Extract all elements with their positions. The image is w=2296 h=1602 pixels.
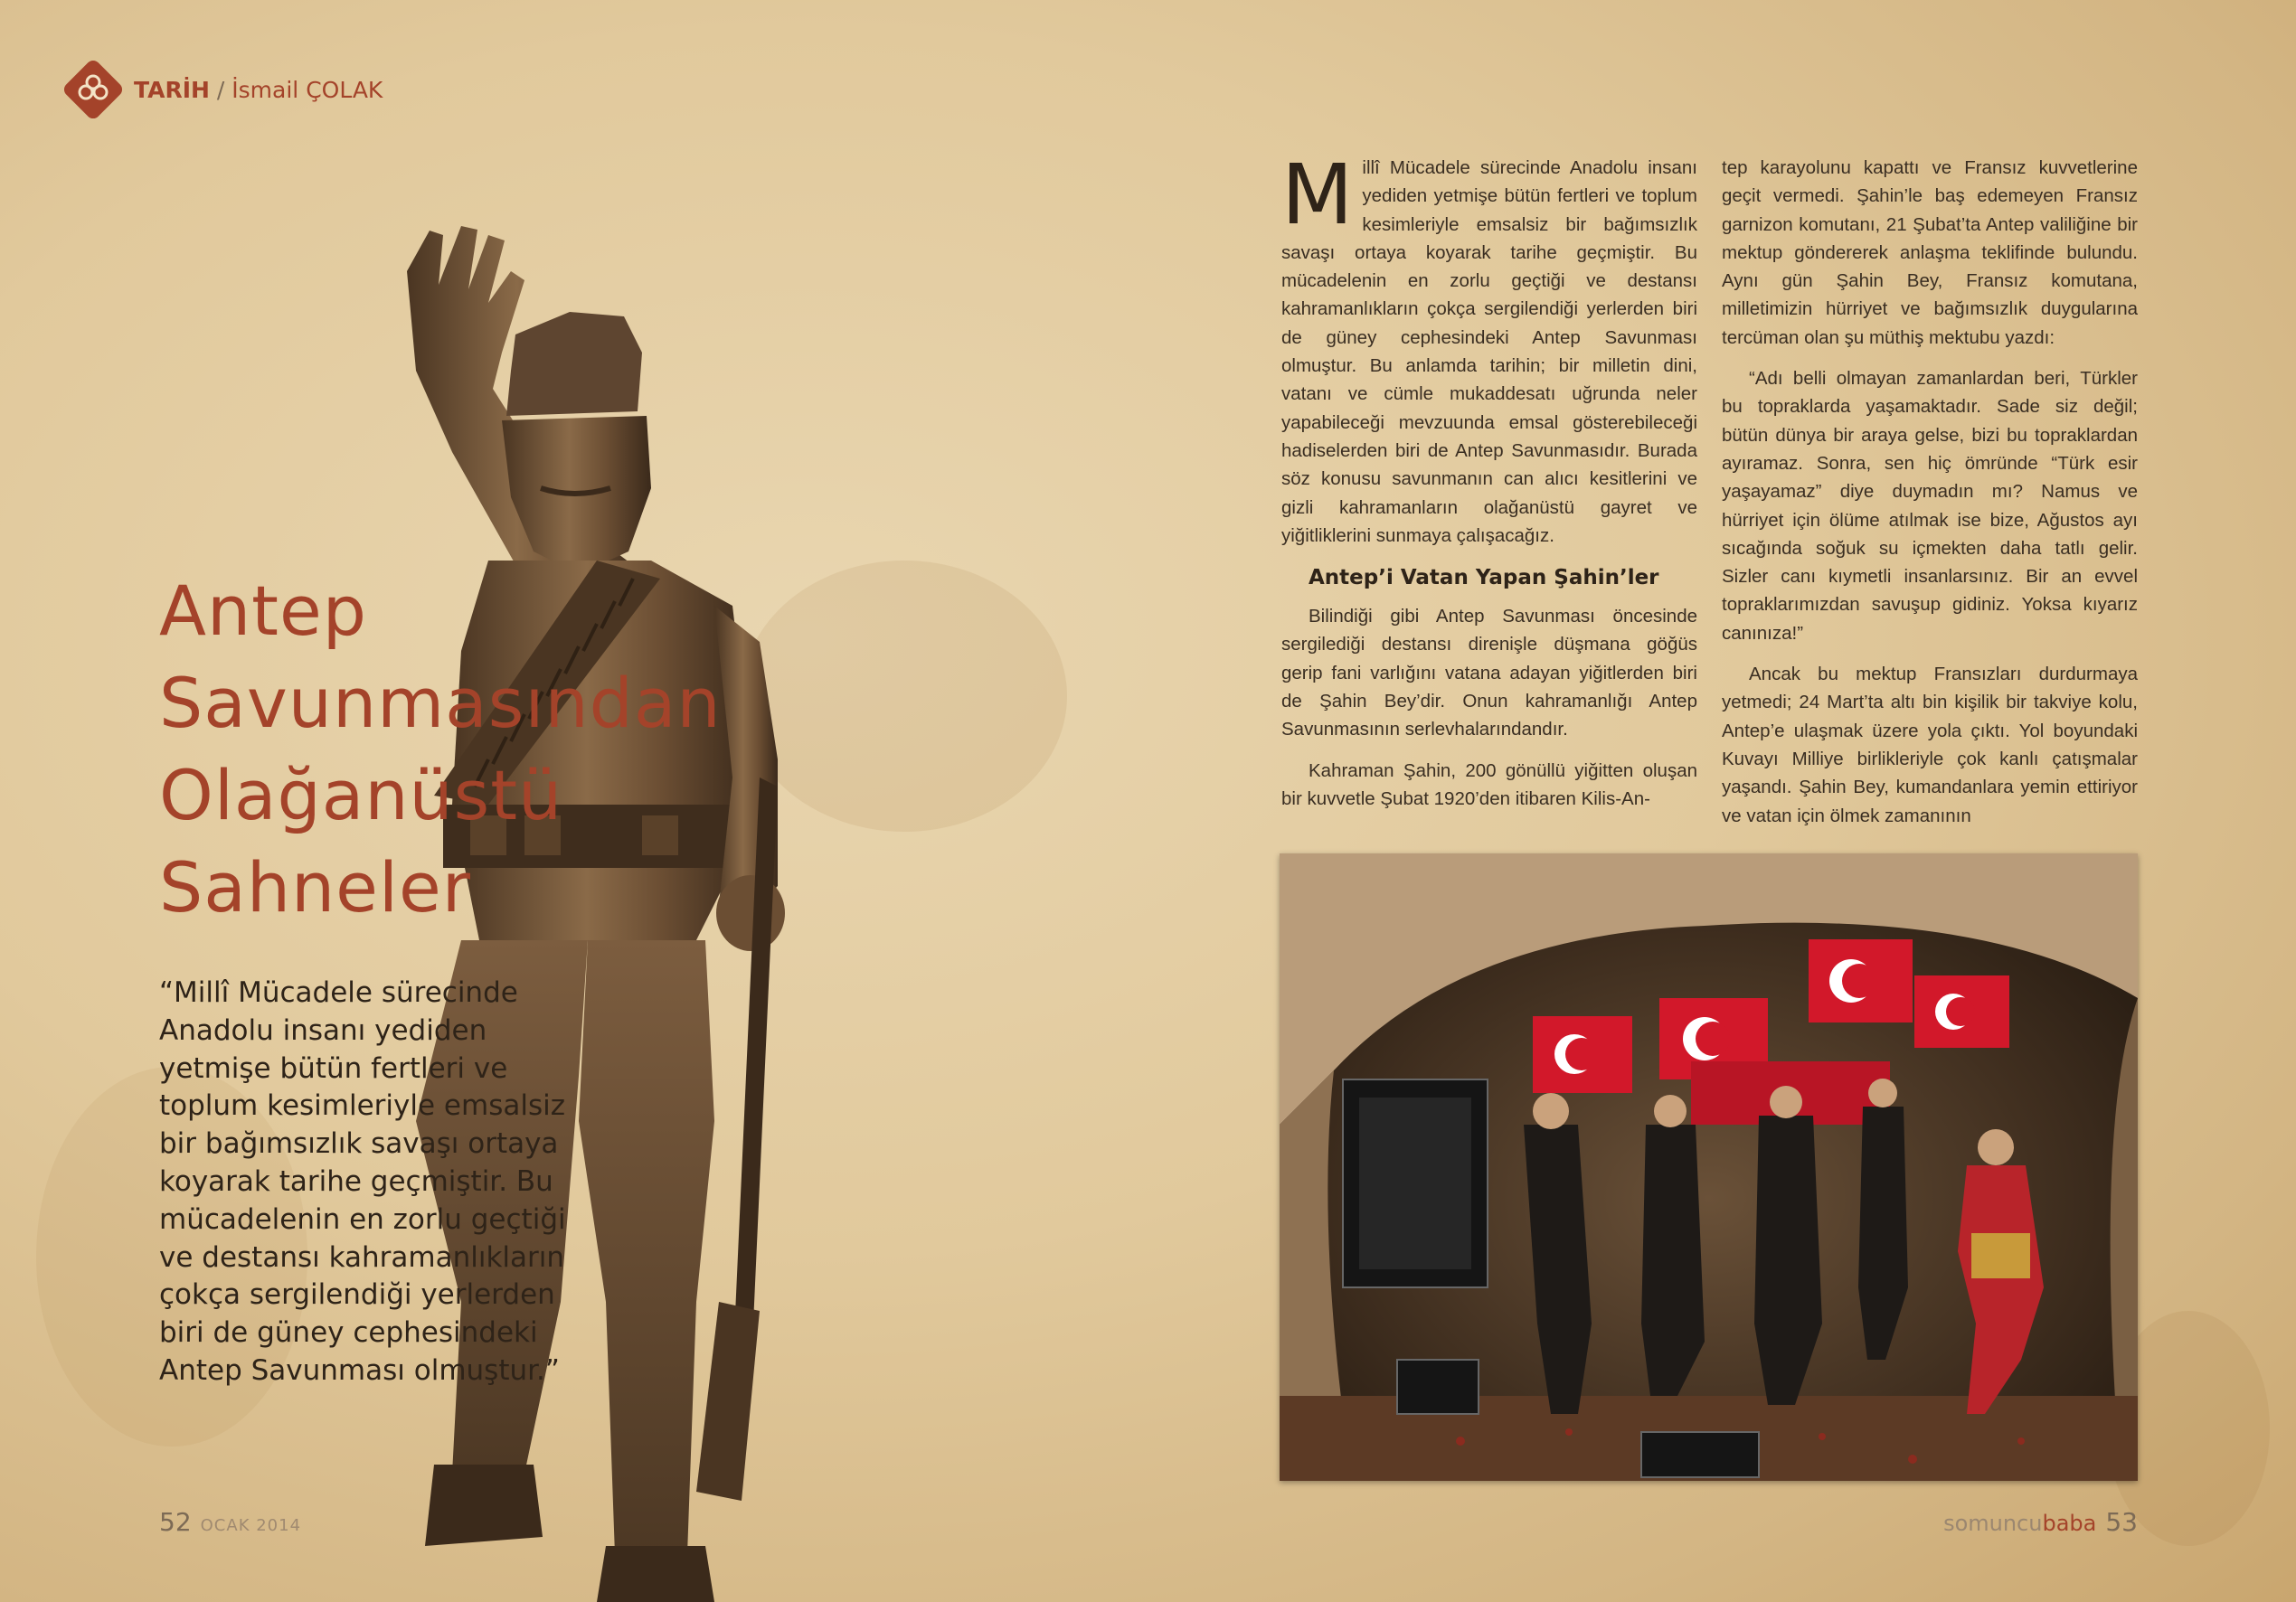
author-name: İsmail ÇOLAK [231,76,383,103]
pull-quote-line: yetmişe bütün fertleri ve [159,1051,508,1085]
article-column-1 [1281,146,1697,825]
diamond-knot-icon [61,58,125,121]
folio-right [1943,1507,2138,1537]
pull-quote-line: bir bağımsızlık savaşı ortaya [159,1127,559,1161]
subheading: Antep’i Vatan Yapan Şahin’ler [1309,566,1659,590]
title-line: Antep [159,570,367,651]
title-line: Sahneler [159,847,472,928]
title-line: Savunmasından [159,663,722,743]
page-number-right: 53 [2105,1507,2138,1537]
brand-part-a: somuncu [1943,1511,2043,1536]
title-line: Olağanüstü [159,755,563,835]
folio-left [159,1507,301,1537]
section-header [61,58,383,121]
body-paragraph: Kahraman Şahin, 200 gönüllü yiğitten oluşan bir kuvvetle Şubat 1920’den itibaren Kilis-An- [1281,759,1697,809]
body-paragraph: Bilindiği gibi Antep Savunması öncesinde sergilediği destansı direnişle düşmana göğüs gerip fani varlığını vatana adayan yiğitlerden biri de Şahin Bey’dir. Onun kahramanlığı Antep Savunmasının serlevhalarındandır. [1281,606,1697,740]
header-separator: / [216,76,225,103]
page-number-left: 52 [159,1507,192,1537]
pull-quote-line: toplum kesimleriyle emsalsiz [159,1089,565,1123]
pull-quote-line: ve destansı kahramanlıkların [159,1240,565,1274]
pull-quote-line: çokça sergilendiği yerlerden [159,1278,555,1312]
intro-text: illî Mücadele sürecinde Anadolu insanı yediden yetmişe bütün fertleri ve toplum kesimleriyle emsalsiz bir bağımsızlık savaşı ortaya koyarak tarihe geçmiştir. Bu mücadelenin en zorlu geçtiği ve destansı kahramanlıkların çokça sergilendiği yerlerden biri de güney cephesindeki Antep Savunması olmuştur. Bu anlamda tarihin; bir milletin dini, vatanı ve cümle mukaddesatı uğrunda neler yapabileceği mevzuunda emsal gösterebileceği hadiselerden biri de Antep Savunmasıdır. Burada söz konusu savunmanın can alıcı kesitlerini ve gizli kahramanların olağanüstü gayret ve yiğitliklerini sunmaya çalışacağız. [1281,157,1697,546]
article-column-2 [1722,154,2138,843]
body-paragraph: Ancak bu mektup Fransızları durdurmaya yetmedi; 24 Mart’ta altı bin kişilik bir takviye kolu, Antep’e ulaşmak üzere yola çıktı. Yol boyundaki Kuvayı Milliye birlikleriyle çok kanlı çatışmalar yaşandı. Şahin Bey, kumandanlara yemin ettiriyor ve vatan için ölmek zamanının [1722,664,2138,826]
letter-quote: “Adı belli olmayan zamanlardan beri, Türkler bu topraklarda yaşamaktadır. Sade siz değil; bütün dünya bir araya gelse, bizi bu topraklardan ayıramaz. Sonra, sen hiç ömründe “Türk esir yaşayamaz” diye duymadın mı? Namus ve hürriyet için ölüme atılmak ise bize, Ağustos ayı sıcağında soğuk su içmekten daha tatlı gelir. Sizler canı kıymetli insanlarsınız. Bir an evvel topraklarımızdan savuşup gidiniz. Yoksa kıyarız canınıza!” [1722,368,2138,644]
pull-quote-line: Anadolu insanı yediden [159,1013,487,1047]
pull-quote-line: mücadelenin en zorlu geçtiği [159,1202,566,1236]
museum-diorama-photo [1280,853,2138,1481]
brand-part-b: baba [2042,1511,2097,1536]
intro-paragraph [1281,146,1697,550]
body-paragraph: tep karayolunu kapattı ve Fransız kuvvetlerine geçit vermedi. Şahin’le baş edemeyen Fransız garnizon komutanı, 21 Şubat’ta Antep valiliğine bir mektup göndererek anlaşma teklifinde bulundu. Aynı gün Şahin Bey, Fransız komutana, milletimizin hürriyet ve bağımsızlık duygularına tercüman olan şu müthiş mektubu yazdı: [1722,157,2138,348]
pull-quote-line: koyarak tarihe geçmiştir. Bu [159,1164,553,1198]
pull-quote [159,975,611,1390]
pull-quote-line: “Millî Mücadele sürecinde [159,976,518,1009]
issue-date: OCAK 2014 [200,1516,302,1535]
pull-quote-line: biri de güney cephesindeki [159,1316,538,1350]
article-title [159,565,738,934]
drop-cap: M [1281,146,1354,243]
magazine-brand [1943,1511,2096,1536]
pull-quote-line: Antep Savunması olmuştur.” [159,1353,560,1387]
section-label: TARİH [134,76,210,103]
